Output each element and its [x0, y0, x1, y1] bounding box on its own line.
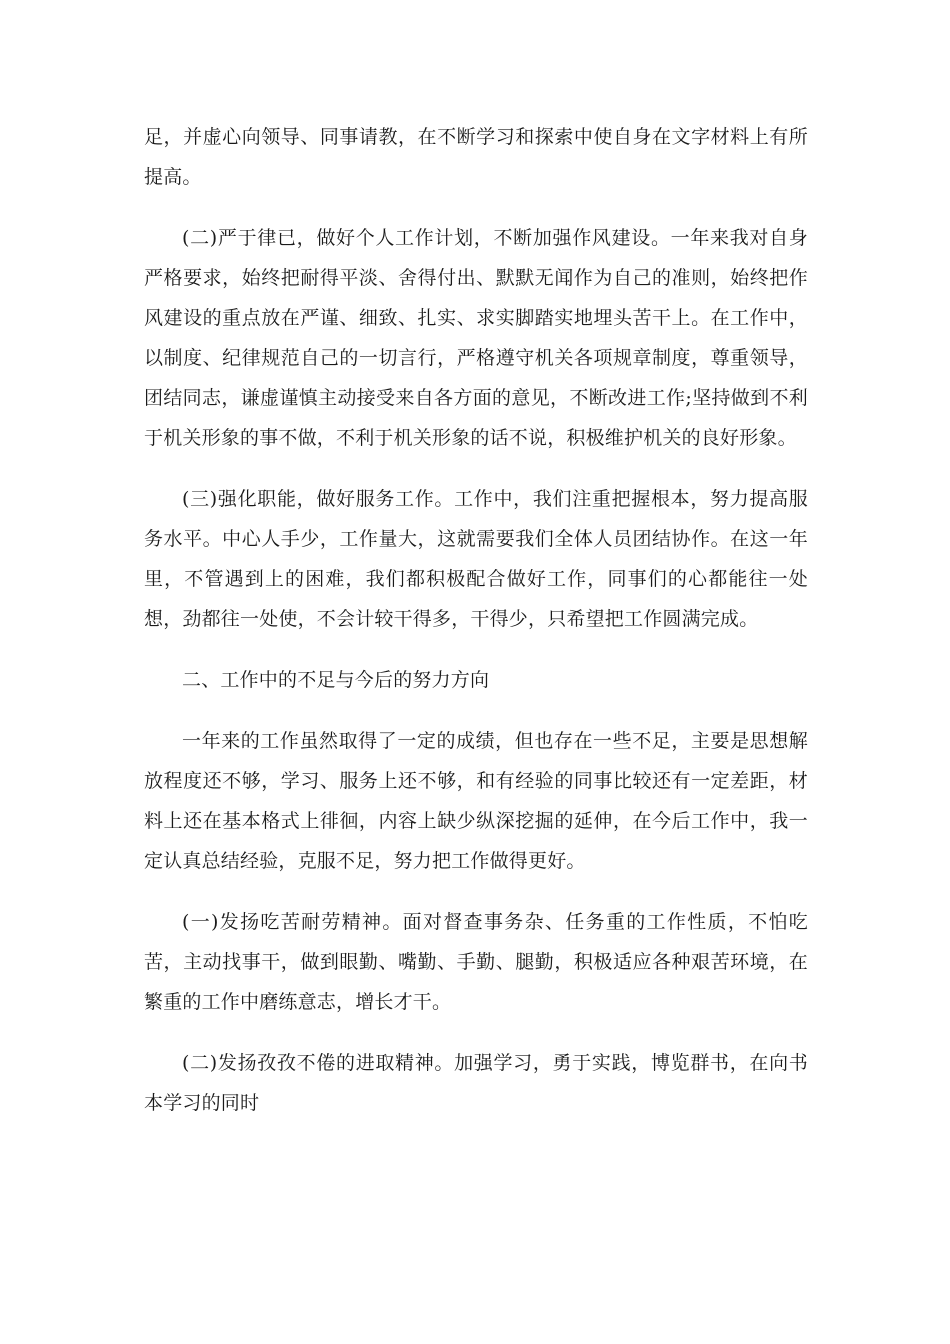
paragraph-self-discipline: (二)严于律已，做好个人工作计划，不断加强作风建设。一年来我对自身严格要求，始终把耐得平淡、舍得付出、默默无闻作为自己的准则，始终把作风建设的重点放在严谨、细致、扎实、求实脚踏实地埋头苦干上。在工作中，以制度、纪律规范自己的一切言行，严格遵守机关各项规章制度，尊重领导，团结同志，谦虚谨慎主动接受来自各方面的意见，不断改进工作;坚持做到不利于机关形象的事不做，不利于机关形象的话不说，积极维护机关的良好形象。 [144, 227, 808, 449]
paragraph-service-function: (三)强化职能，做好服务工作。工作中，我们注重把握根本，努力提高服务水平。中心人手少，工作量大，这就需要我们全体人员团结协作。在这一年里，不管遇到上的困难，我们都积极配合做好工作，同事们的心都能往一处想，劲都往一处使，不会计较干得多，干得少，只希望把工作圆满完成。 [144, 488, 808, 630]
paragraph-hardworking-spirit: (一)发扬吃苦耐劳精神。面对督查事务杂、任务重的工作性质，不怕吃苦，主动找事干，做到眼勤、嘴勤、手勤、腿勤，积极适应各种艰苦环境，在繁重的工作中磨练意志，增长才干。 [144, 911, 808, 1013]
section-heading-shortcomings: 二、工作中的不足与今后的努力方向 [182, 669, 490, 691]
paragraph-continuation: 足，并虚心向领导、同事请教，在不断学习和探索中使自身在文字材料上有所提高。 [144, 126, 808, 188]
paragraph-shortcomings: 一年来的工作虽然取得了一定的成绩，但也存在一些不足，主要是思想解放程度还不够，学习、服务上还不够，和有经验的同事比较还有一定差距，材料上还在基本格式上徘徊，内容上缺少纵深挖掘的延伸，在今后工作中，我一定认真总结经验，克服不足，努力把工作做得更好。 [144, 730, 808, 872]
document-body [144, 117, 808, 1144]
paragraph-enterprising-spirit: (二)发扬孜孜不倦的进取精神。加强学习，勇于实践，博览群书，在向书本学习的同时 [144, 1052, 808, 1114]
